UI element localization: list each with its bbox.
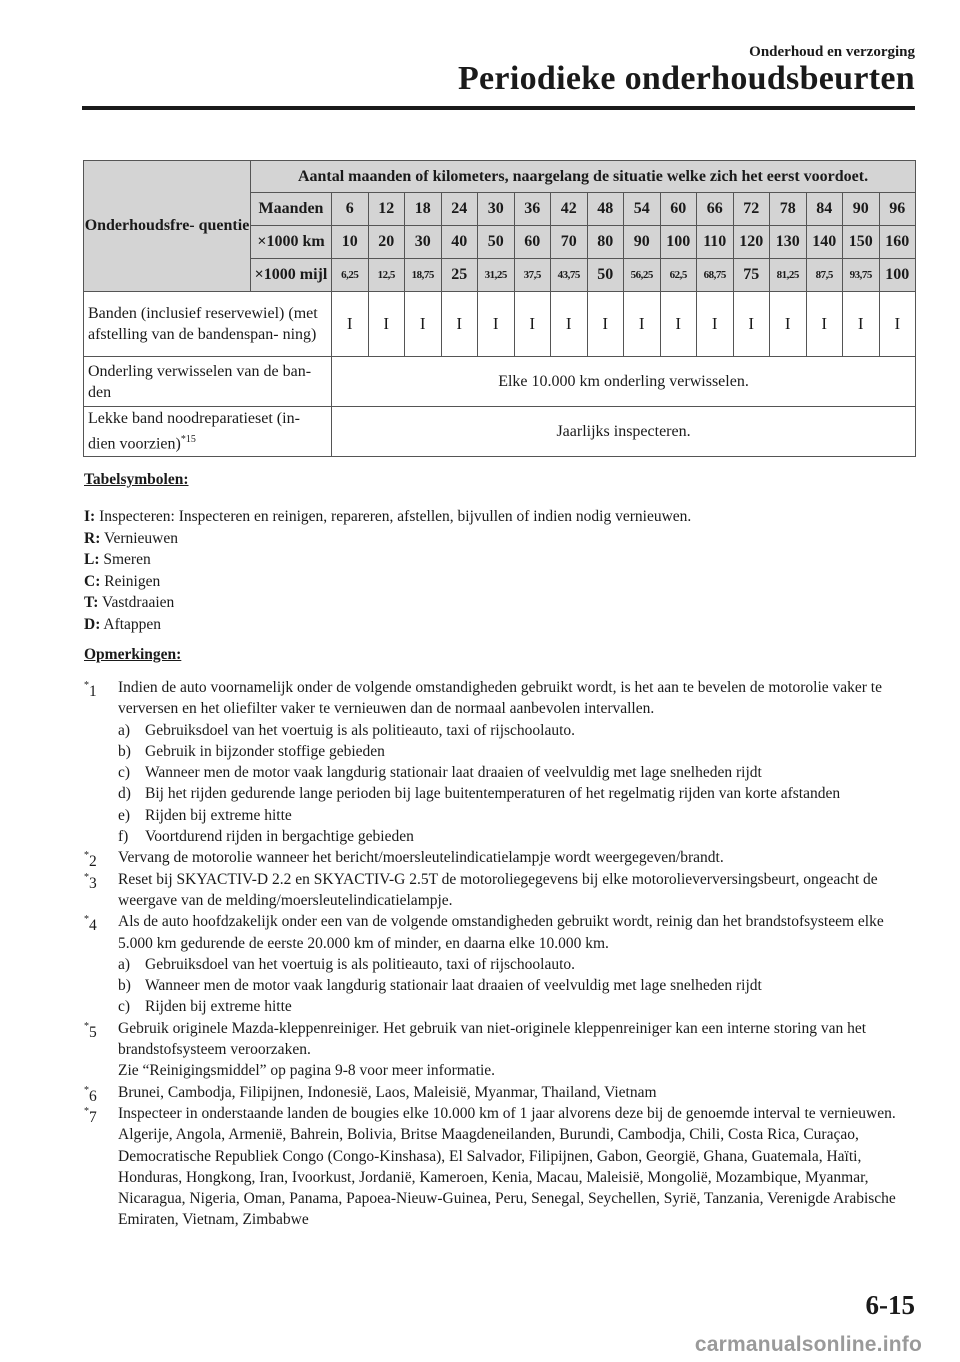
table-row [84,407,916,457]
table-cell: I [587,292,624,357]
note-sub-letter: d) [118,785,131,803]
interval-value: 140 [806,226,843,259]
note-sup: * [84,871,89,883]
note-sub-text: Wanneer men de motor vaak langdurig stationair laat draaien of veelvuldig met lage snelheden rijdt [145,764,762,782]
note-item [84,1018,914,1082]
note-sub-text: Gebruik in bijzonder stoffige gebieden [145,742,385,760]
note-text: Vervang de motorolie wanneer het bericht/moersleutelindicatielampje wordt weergegeven/brandt. [118,849,724,867]
note-sub-letter: c) [118,998,131,1016]
table-cell: I [514,292,551,357]
note-subitem [118,762,914,783]
legend-text: Reinigen [104,572,161,590]
note-item [84,911,914,1017]
table-cell: I [843,292,880,357]
table-row [84,357,916,407]
note-sub-letter: f) [118,828,129,846]
legend-text: Vastdraaien [101,594,175,611]
interval-value: 66 [697,193,734,226]
interval-value: 18,75 [405,259,442,292]
note-number: 6 [89,1087,97,1105]
legend-key: L: [84,551,100,568]
interval-value: 25 [441,259,478,292]
page-number: 6-15 [865,1290,915,1320]
interval-value: 150 [843,226,880,259]
interval-value: 100 [879,259,916,292]
note-sup: * [84,914,89,926]
interval-value: 43,75 [551,259,588,292]
interval-value: 60 [660,193,697,226]
note-sup: * [84,850,89,862]
interval-value: 36 [514,193,551,226]
notes-list [84,677,914,1231]
table-cell: I [478,292,515,357]
note-item [84,1082,914,1103]
note-sub-letter: a) [118,955,131,973]
note-mark [84,1018,97,1043]
note-subitem [118,741,914,762]
interval-value: 100 [660,226,697,259]
note-mark [84,869,97,894]
interval-value: 24 [441,193,478,226]
table-cell: I [806,292,843,357]
note-sup: * [84,680,89,691]
interval-value: 72 [733,193,770,226]
interval-unit-label: ×1000 km [251,226,332,259]
note-sup: * [84,1020,89,1032]
table-cell: I [551,292,588,357]
table-header-row [84,161,916,193]
row-label: Onderling verwisselen van de ban- den [84,357,332,407]
interval-value: 18 [405,193,442,226]
interval-unit-label: ×1000 mijl [251,259,332,292]
note-text: Inspecteer in onderstaande landen de bougies elke 10.000 km of 1 jaar alvorens deze bij de genoemde interval te vernieuwen. [118,1104,896,1122]
interval-value: 56,25 [624,259,661,292]
legend-heading: Tabelsymbolen: [84,471,189,488]
interval-unit-label: Maanden [251,193,332,226]
interval-value: 90 [624,226,661,259]
note-sub-text: Rijden bij extreme hitte [145,998,292,1016]
table-cell: I [624,292,661,357]
note-text: Brunei, Cambodja, Filipijnen, Indonesië, Laos, Maleisië, Myanmar, Thailand, Vietnam [118,1083,657,1101]
table-cell: I [770,292,807,357]
header-rule [82,106,915,110]
interval-value: 30 [478,193,515,226]
note-mark [84,911,97,936]
maintenance-table [83,160,916,457]
legend-key: C: [84,572,101,590]
note-extra: Zie “Reinigingsmiddel” op pagina 9-8 voor meer informatie. [118,1062,496,1080]
interval-value: 42 [551,193,588,226]
interval-value: 12 [368,193,405,226]
note-sub-letter: b) [118,742,131,760]
interval-value: 48 [587,193,624,226]
row-label: Banden (inclusief reservewiel) (met afstelling van de bandenspan- ning) [84,292,332,357]
table-cell: I [405,292,442,357]
interval-value: 93,75 [843,259,880,292]
table-cell: I [733,292,770,357]
note-sub-letter: b) [118,977,131,995]
note-subitem [118,783,914,804]
interval-value: 110 [697,226,734,259]
interval-value: 90 [843,193,880,226]
note-extra: Algerije, Angola, Armenië, Bahrein, Bolivia, Britse Maagdeneilanden, Burundi, Cambodja, Chili, Costa Rica, Curaçao, Democratische Republiek Congo (Congo-Kinshasa), El Salvador, Filipijnen, Gabon, Georgië, Ghana, Guatemala, Haïti, Honduras, Hongkong, Iran, Ivoorkust, Jordanië, Kameroen, Kenia, Macau, Maleisië, Mongolië, Mozambique, Myanmar, Nicaragua, Nigeria, Oman, Panama, Papoea-Nieuw-Guinea, Peru, Senegal, Seychellen, Syrië, Tanzania, Verenigde Arabische Emiraten, Vietnam, Zimbabwe [118,1126,896,1229]
interval-value: 50 [587,259,624,292]
note-subitem [118,720,914,741]
note-subitem [118,805,914,826]
table-cell: I [368,292,405,357]
interval-value: 6,25 [332,259,369,292]
note-text: Reset bij SKYACTIV-D 2.2 en SKYACTIV-G 2.5T de motoroliegegevens bij elke motorolieverversingsbeurt, ongeacht de weergave van de melding/moersleutelindicatielampje. [118,870,878,909]
interval-value: 12,5 [368,259,405,292]
note-sub-text: Voortdurend rijden in bergachtige gebieden [145,828,414,846]
table-cell: I [441,292,478,357]
note-number: 7 [89,1109,97,1127]
legend-list [84,506,691,635]
legend-item [84,506,691,528]
note-mark [84,677,97,702]
interval-value: 10 [332,226,369,259]
interval-value: 62,5 [660,259,697,292]
frequency-header: Onderhoudsfre- quentie [84,161,251,292]
note-sub-letter: c) [118,764,131,782]
note-text: Gebruik originele Mazda-kleppenreiniger. Het gebruik van niet-originele kleppenreiniger kan een interne storing van het brandstofsysteem veroorzaken. [118,1019,867,1059]
note-subitem [118,996,914,1017]
note-subitem [118,826,914,847]
interval-value: 78 [770,193,807,226]
legend-text: Aftappen [103,615,162,633]
table-cell: I [879,292,916,357]
table-cell: I [332,292,369,357]
note-sub-text: Gebruiksdoel van het voertuig is als politieauto, taxi of rijschoolauto. [145,721,576,739]
legend-key: I: [84,508,96,525]
legend-key: D: [84,615,101,633]
note-text: Als de auto hoofdzakelijk onder een van de volgende omstandigheden gebruikt wordt, reinig dan het brandstofsysteem elke 5.000 km gedurende de eerste 20.000 km of minder, en daarna elke 10.000 km. [118,913,884,952]
section-title: Onderhoud en verzorging [749,44,915,60]
note-item [84,677,914,847]
interval-value: 6 [332,193,369,226]
legend-text: Inspecteren: Inspecteren en reinigen, repareren, afstellen, bijvullen of indien nodig vernieuwen. [99,508,692,525]
legend-item [84,592,691,614]
interval-value: 84 [806,193,843,226]
interval-value: 87,5 [806,259,843,292]
interval-value: 80 [587,226,624,259]
note-number: 2 [89,853,97,871]
note-sub-text: Rijden bij extreme hitte [145,806,292,824]
note-number: 4 [89,917,97,935]
interval-value: 81,25 [770,259,807,292]
note-sub-text: Gebruiksdoel van het voertuig is als politieauto, taxi of rijschoolauto. [145,955,576,973]
legend-item [84,549,691,571]
note-mark [84,1103,97,1128]
note-sub-letter: a) [118,721,131,739]
legend-item [84,571,691,593]
note-number: 3 [89,874,97,892]
note-sub-text: Bij het rijden gedurende lange perioden bij lage buitentemperaturen of het regelmatig rijden van korte afstanden [145,785,841,803]
table-cell: I [660,292,697,357]
interval-value: 60 [514,226,551,259]
note-sup: * [84,1084,89,1096]
note-item [84,869,914,912]
table-cell: I [697,292,734,357]
table-cell-span: Elke 10.000 km onderling verwisselen. [332,357,916,407]
note-number: 1 [89,683,97,701]
interval-value: 68,75 [697,259,734,292]
note-number: 5 [89,1023,97,1041]
note-sub-text: Wanneer men de motor vaak langdurig stationair laat draaien of veelvuldig met lage snelheden rijdt [145,977,762,995]
watermark[interactable]: carmanualsonline.info [694,1333,922,1356]
interval-value: 31,25 [478,259,515,292]
legend-key: R: [84,529,101,547]
interval-value: 37,5 [514,259,551,292]
page-title: Periodieke onderhoudsbeurten [457,60,915,97]
row-label: Lekke band noodreparatieset (in- dien voorzien)$^{*15}$ [84,407,332,457]
note-sup: * [84,1105,89,1117]
interval-value: 54 [624,193,661,226]
interval-header: Aantal maanden of kilometers, naargelang de situatie welke zich het eerst voordoet. [251,161,916,193]
interval-value: 120 [733,226,770,259]
note-item [84,847,914,871]
notes-heading: Opmerkingen: [84,646,182,663]
note-item [84,1103,914,1231]
table-row [84,292,916,357]
interval-value: 70 [551,226,588,259]
interval-value: 75 [733,259,770,292]
note-text: Indien de auto voornamelijk onder de volgende omstandigheden gebruikt wordt, is het aan te bevelen de motorolie vaker te verversen en het oliefilter vaker te vernieuwen dan de normaal aanbevolen intervallen. [118,679,882,718]
legend-text: Vernieuwen [103,529,178,547]
interval-value: 20 [368,226,405,259]
interval-value: 130 [770,226,807,259]
interval-value: 160 [879,226,916,259]
interval-value: 96 [879,193,916,226]
legend-key: T: [84,594,99,611]
row-label-sup: *15 [180,434,196,446]
legend-item [84,528,691,550]
interval-value: 40 [441,226,478,259]
note-subitem [118,975,914,996]
table-cell-span: Jaarlijks inspecteren. [332,407,916,457]
legend-item [84,614,691,636]
legend-text: Smeren [103,551,151,568]
interval-value: 50 [478,226,515,259]
note-sub-letter: e) [118,806,131,824]
note-subitem [118,954,914,975]
interval-value: 30 [405,226,442,259]
